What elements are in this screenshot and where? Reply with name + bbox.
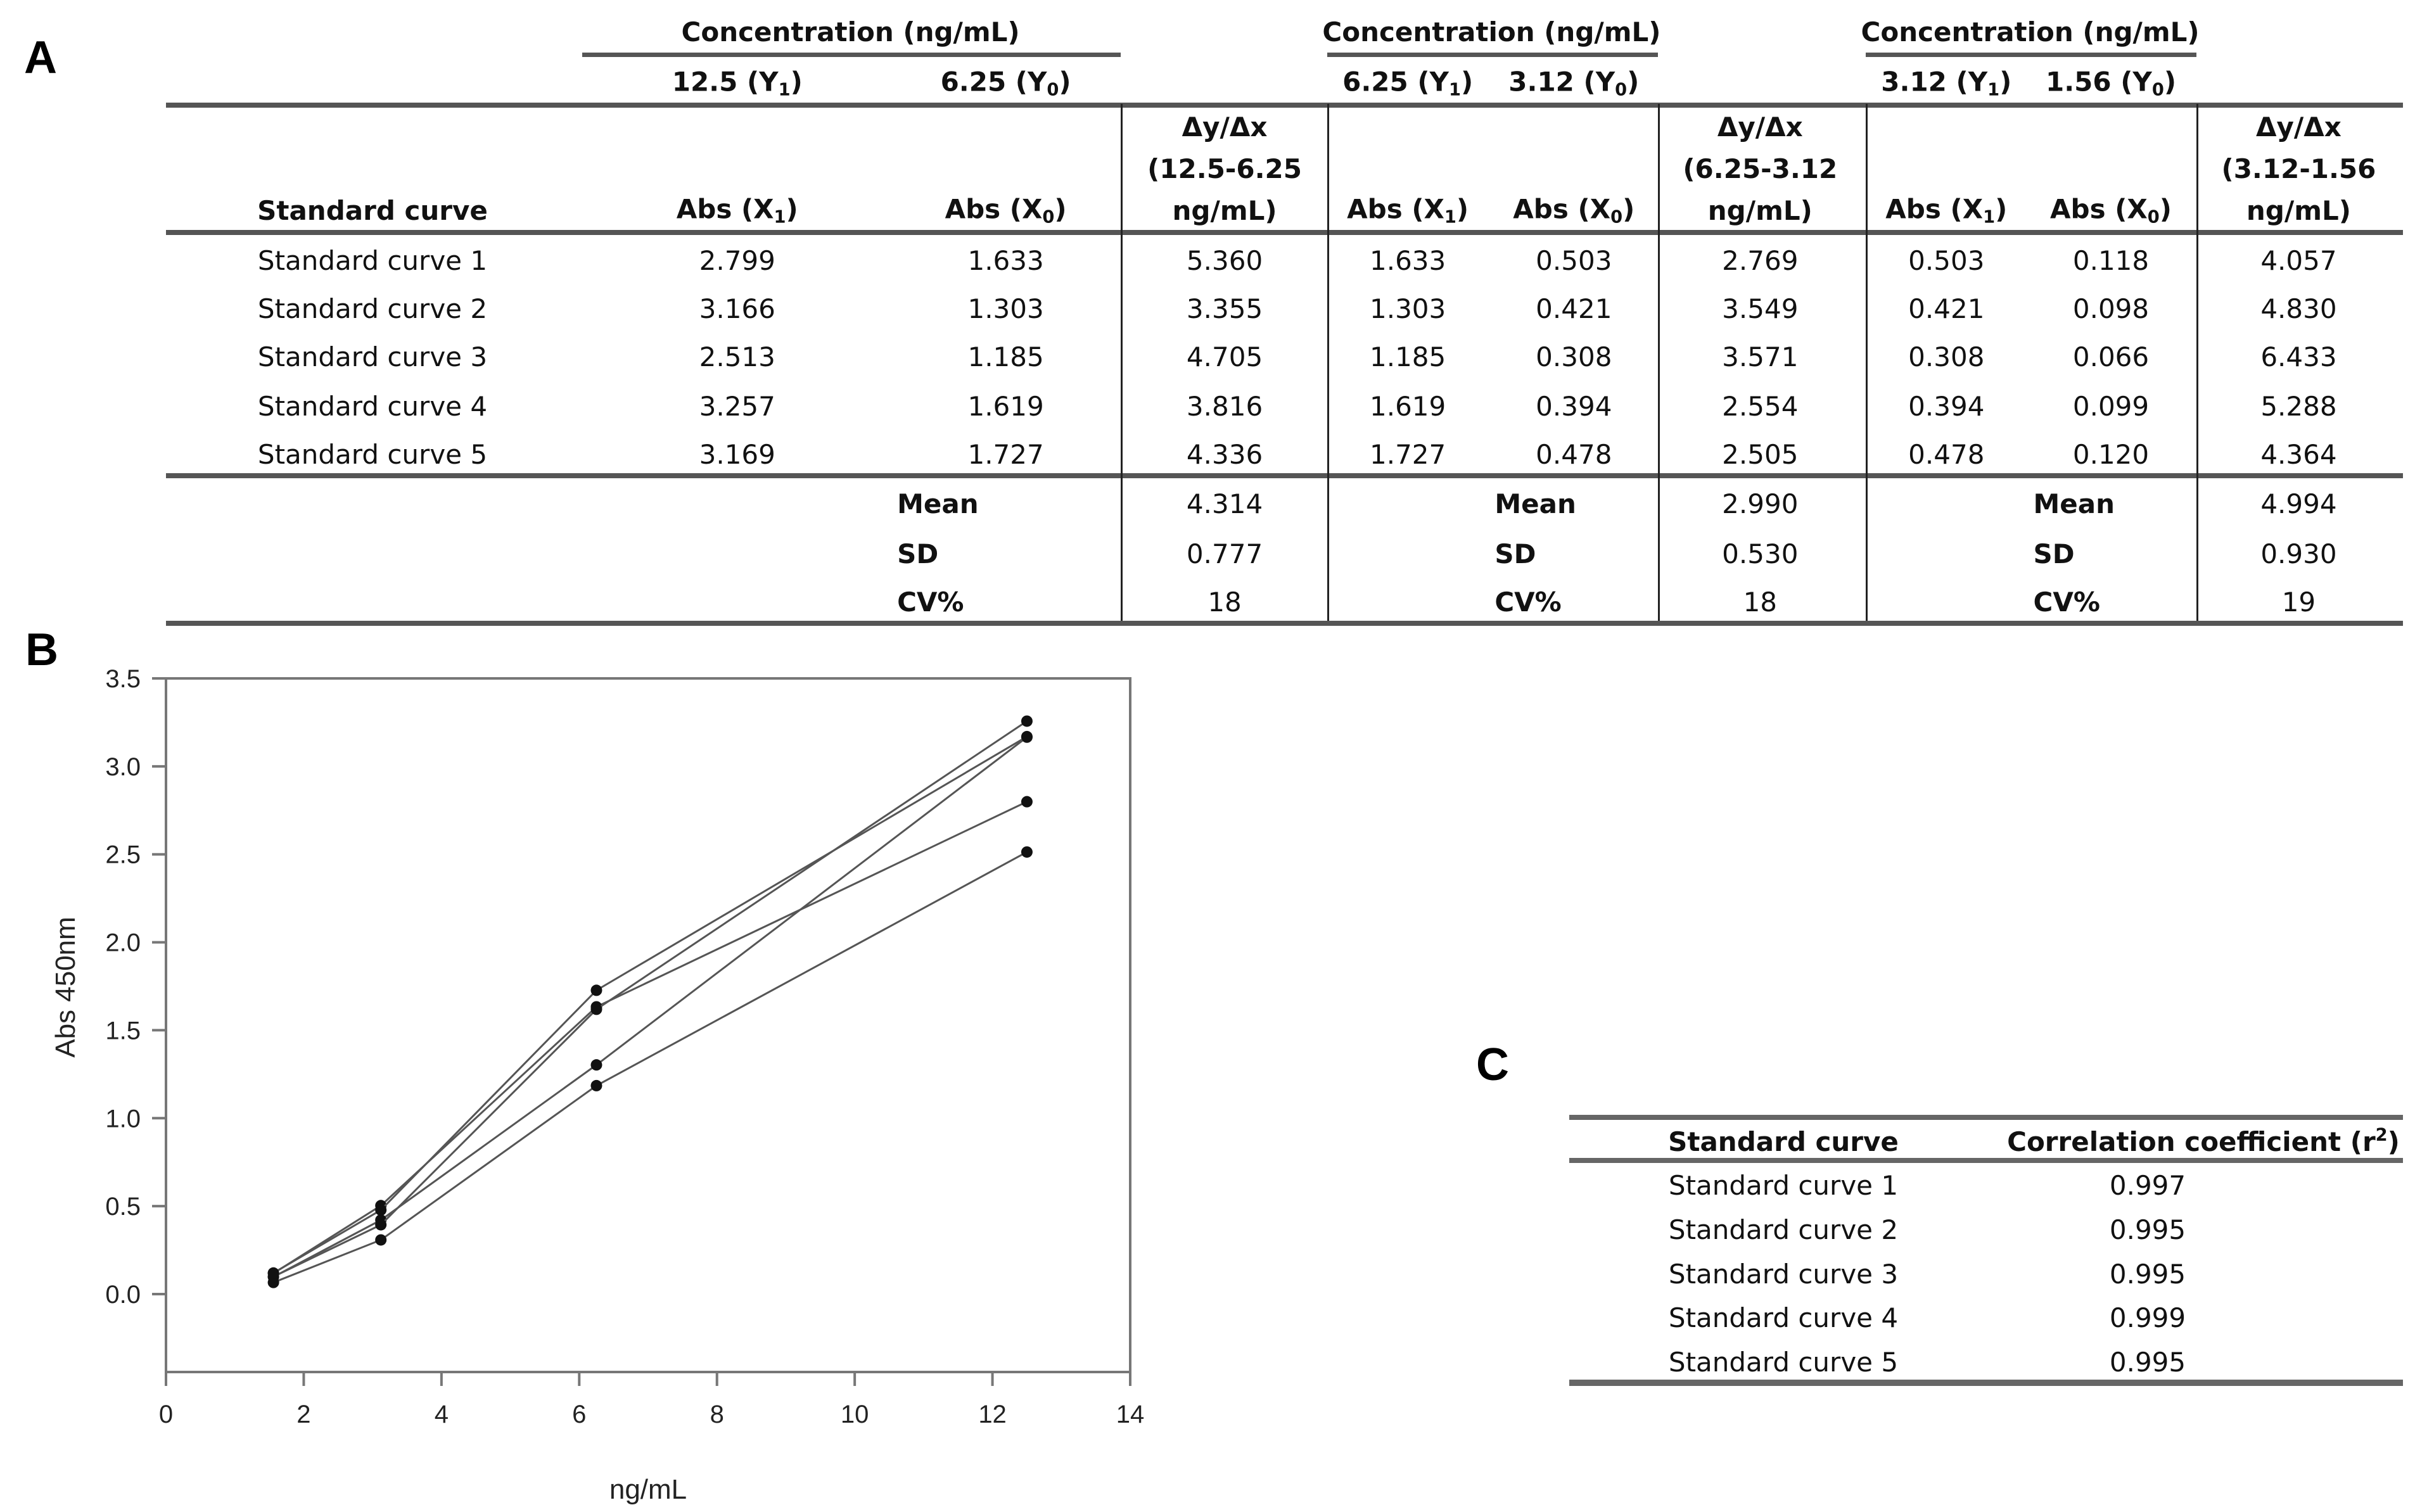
table-cell: 2.769 — [1722, 245, 1799, 276]
table-cell: 0.308 — [1536, 341, 1612, 372]
summary-value: 2.990 — [1722, 488, 1799, 520]
x-tick-label: 2 — [296, 1401, 311, 1428]
y-tick-label: 1.0 — [105, 1105, 141, 1133]
table-cell: 4.705 — [1186, 341, 1263, 372]
table-cell: 3.257 — [699, 390, 775, 422]
x-tick-label: 6 — [572, 1401, 587, 1428]
group-underline-2 — [1327, 53, 1658, 57]
data-point — [375, 1204, 386, 1216]
y1-header-1: 12.5 $(Y_1)$ — [672, 67, 803, 100]
summary-value: 0.777 — [1186, 538, 1263, 569]
table-cell: 1.619 — [967, 390, 1044, 422]
y-tick-label: 2.0 — [105, 929, 141, 957]
col-header-abs-x1-1: Abs $(X_1)$ — [676, 193, 798, 227]
panel-label-b: B — [25, 625, 58, 675]
summary-label-sd: SD — [1494, 538, 1536, 569]
table-rule-3 — [166, 473, 2402, 478]
slope-header-2-line-1: Δy/Δx — [1717, 111, 1803, 143]
table-cell: 3.166 — [699, 293, 775, 324]
summary-label-cv-pct: CV% — [2033, 586, 2100, 618]
row-name: Standard curve 3 — [257, 341, 488, 372]
row-name: Standard curve 4 — [257, 390, 488, 422]
corr-row-value: 0.995 — [2109, 1214, 2186, 1245]
table-cell: 4.336 — [1186, 438, 1263, 470]
y0-header-3: 1.56 $(Y_0)$ — [2045, 67, 2177, 100]
table-cell: 3.169 — [699, 438, 775, 470]
data-point — [375, 1234, 386, 1245]
slope-header-3-line-3: ng/mL) — [2246, 194, 2351, 226]
group-title-3: Concentration (ng/mL) — [1861, 16, 2200, 48]
table-cell: 0.118 — [2072, 245, 2150, 276]
table-cell: 2.554 — [1722, 390, 1799, 422]
corr-table-rule-2 — [1569, 1158, 2403, 1163]
table-cell: 0.478 — [1536, 438, 1612, 470]
table-cell: 0.394 — [1908, 390, 1985, 422]
table-cell: 2.513 — [699, 341, 775, 372]
column-divider-5 — [2196, 104, 2198, 621]
summary-value: 19 — [2281, 586, 2316, 618]
corr-table-rule-3 — [1569, 1380, 2403, 1386]
column-divider-3 — [1658, 104, 1660, 621]
series-line-4 — [274, 721, 1027, 1276]
table-cell: 0.120 — [2072, 438, 2150, 470]
y1-header-2: 6.25 $(Y_1)$ — [1342, 67, 1474, 100]
summary-label-cv-pct: CV% — [1494, 586, 1562, 618]
data-point — [590, 1080, 602, 1091]
summary-label-cv-pct: CV% — [897, 586, 964, 618]
x-tick-label: 10 — [840, 1401, 869, 1428]
col-header-abs-x0-3: Abs $(X_0)$ — [2050, 193, 2172, 227]
table-rule-1 — [166, 103, 2402, 108]
summary-value: 18 — [1743, 586, 1778, 618]
table-cell: 0.099 — [2072, 390, 2150, 422]
slope-header-3-line-2: (3.12-1.56 — [2221, 153, 2376, 184]
corr-header-standard-curve: Standard curve — [1668, 1126, 1899, 1157]
y-axis-label: Abs 450nm — [50, 917, 81, 1058]
y0-header-1: 6.25 $(Y_0)$ — [940, 67, 1071, 100]
data-point — [375, 1219, 386, 1231]
data-point — [1021, 715, 1033, 727]
table-cell: 0.478 — [1908, 438, 1985, 470]
slope-header-1-line-2: (12.5-6.25 — [1147, 153, 1302, 184]
summary-label-mean: Mean — [897, 488, 979, 520]
y0-header-2: 3.12 $(Y_0)$ — [1508, 67, 1640, 100]
table-cell: 2.505 — [1722, 438, 1799, 470]
table-cell: 3.549 — [1722, 293, 1799, 324]
row-name: Standard curve 1 — [257, 245, 488, 276]
col-header-abs-x1-3: Abs $(X_1)$ — [1885, 193, 2008, 227]
slope-header-1-line-1: Δy/Δx — [1182, 111, 1268, 143]
slope-header-2-line-3: ng/mL) — [1707, 194, 1813, 226]
x-tick-label: 0 — [158, 1401, 174, 1428]
summary-value: 4.314 — [1186, 488, 1263, 520]
summary-value: 4.994 — [2260, 488, 2337, 520]
table-cell: 1.303 — [967, 293, 1044, 324]
row-name: Standard curve 5 — [257, 438, 488, 470]
table-cell: 0.503 — [1536, 245, 1612, 276]
table-cell: 1.633 — [967, 245, 1044, 276]
summary-value: 18 — [1207, 586, 1242, 618]
summary-label-sd: SD — [2033, 538, 2075, 569]
x-axis-label: ng/mL — [609, 1474, 687, 1505]
y1-header-3: 3.12 $(Y_1)$ — [1881, 67, 2012, 100]
summary-label-mean: Mean — [1494, 488, 1576, 520]
col-header-abs-x0-2: Abs $(X_0)$ — [1513, 193, 1635, 227]
x-tick-label: 12 — [978, 1401, 1007, 1428]
summary-label-sd: SD — [897, 538, 939, 569]
column-divider-4 — [1866, 104, 1868, 621]
slope-header-3-line-1: Δy/Δx — [2256, 111, 2342, 143]
corr-header-r2: Correlation coefficient $(r^2)$ — [2007, 1125, 2400, 1157]
y-tick-label: 0.5 — [105, 1193, 141, 1221]
table-cell: 0.066 — [2072, 341, 2150, 372]
group-title-2: Concentration (ng/mL) — [1322, 16, 1661, 48]
data-point — [1021, 846, 1033, 858]
col-header-abs-x0-1: Abs $(X_0)$ — [945, 193, 1067, 227]
slope-header-1-line-3: ng/mL) — [1172, 194, 1277, 226]
corr-row-value: 0.995 — [2109, 1346, 2186, 1378]
table-cell: 0.394 — [1536, 390, 1612, 422]
y-tick-label: 1.5 — [105, 1017, 141, 1045]
table-rule-4 — [166, 621, 2402, 626]
y-tick-label: 3.0 — [105, 753, 141, 781]
data-point — [1021, 731, 1033, 742]
table-cell: 1.727 — [967, 438, 1044, 470]
col-header-standard-curve: Standard curve — [257, 194, 488, 226]
group-title-1: Concentration (ng/mL) — [681, 16, 1020, 48]
slope-header-2-line-2: (6.25-3.12 — [1683, 153, 1838, 184]
data-point — [590, 1059, 602, 1070]
standard-curve-chart — [0, 633, 1204, 1512]
summary-value: 0.930 — [2260, 538, 2337, 569]
corr-row-name: Standard curve 5 — [1668, 1346, 1899, 1378]
group-underline-3 — [1866, 53, 2196, 57]
corr-row-value: 0.995 — [2109, 1258, 2186, 1290]
table-cell: 3.816 — [1186, 390, 1263, 422]
corr-table-rule-1 — [1569, 1115, 2403, 1120]
table-cell: 4.364 — [2260, 438, 2337, 470]
col-header-abs-x1-2: Abs $(X_1)$ — [1347, 193, 1469, 227]
summary-value: 0.530 — [1722, 538, 1799, 569]
table-cell: 3.355 — [1186, 293, 1263, 324]
y-tick-label: 0.0 — [105, 1281, 141, 1309]
corr-row-name: Standard curve 4 — [1668, 1302, 1899, 1333]
corr-row-name: Standard curve 1 — [1668, 1169, 1899, 1201]
table-cell: 5.288 — [2260, 390, 2337, 422]
table-cell: 4.057 — [2260, 245, 2337, 276]
table-cell: 1.619 — [1370, 390, 1446, 422]
y-tick-label: 3.5 — [105, 665, 141, 693]
table-cell: 1.185 — [1370, 341, 1446, 372]
table-cell: 0.098 — [2072, 293, 2150, 324]
table-cell: 0.503 — [1908, 245, 1985, 276]
panel-label-a: A — [24, 32, 57, 83]
table-cell: 0.421 — [1908, 293, 1985, 324]
table-cell: 1.185 — [967, 341, 1044, 372]
x-tick-label: 14 — [1116, 1401, 1145, 1428]
y-tick-label: 2.5 — [105, 841, 141, 869]
corr-row-name: Standard curve 2 — [1668, 1214, 1899, 1245]
series-line-5 — [274, 737, 1027, 1273]
table-cell: 1.633 — [1370, 245, 1446, 276]
table-cell: 5.360 — [1186, 245, 1263, 276]
corr-row-value: 0.997 — [2109, 1169, 2186, 1201]
summary-label-mean: Mean — [2033, 488, 2115, 520]
row-name: Standard curve 2 — [257, 293, 488, 324]
corr-row-name: Standard curve 3 — [1668, 1258, 1899, 1290]
table-cell: 4.830 — [2260, 293, 2337, 324]
table-cell: 0.308 — [1908, 341, 1985, 372]
table-cell: 6.433 — [2260, 341, 2337, 372]
table-rule-2 — [166, 230, 2402, 235]
data-point — [590, 984, 602, 996]
table-cell: 2.799 — [699, 245, 775, 276]
corr-row-value: 0.999 — [2109, 1302, 2186, 1333]
table-cell: 1.303 — [1370, 293, 1446, 324]
series-line-2 — [274, 737, 1027, 1277]
panel-label-c: C — [1476, 1039, 1509, 1090]
series-line-1 — [274, 802, 1027, 1274]
x-tick-label: 8 — [710, 1401, 724, 1428]
x-tick-label: 4 — [434, 1401, 449, 1428]
data-point — [1021, 796, 1033, 808]
table-cell: 0.421 — [1536, 293, 1612, 324]
column-divider-1 — [1121, 104, 1123, 621]
data-point — [268, 1267, 279, 1279]
table-cell: 1.727 — [1370, 438, 1446, 470]
group-underline-1 — [582, 53, 1121, 57]
table-cell: 3.571 — [1722, 341, 1799, 372]
column-divider-2 — [1327, 104, 1329, 621]
data-point — [590, 1003, 602, 1015]
